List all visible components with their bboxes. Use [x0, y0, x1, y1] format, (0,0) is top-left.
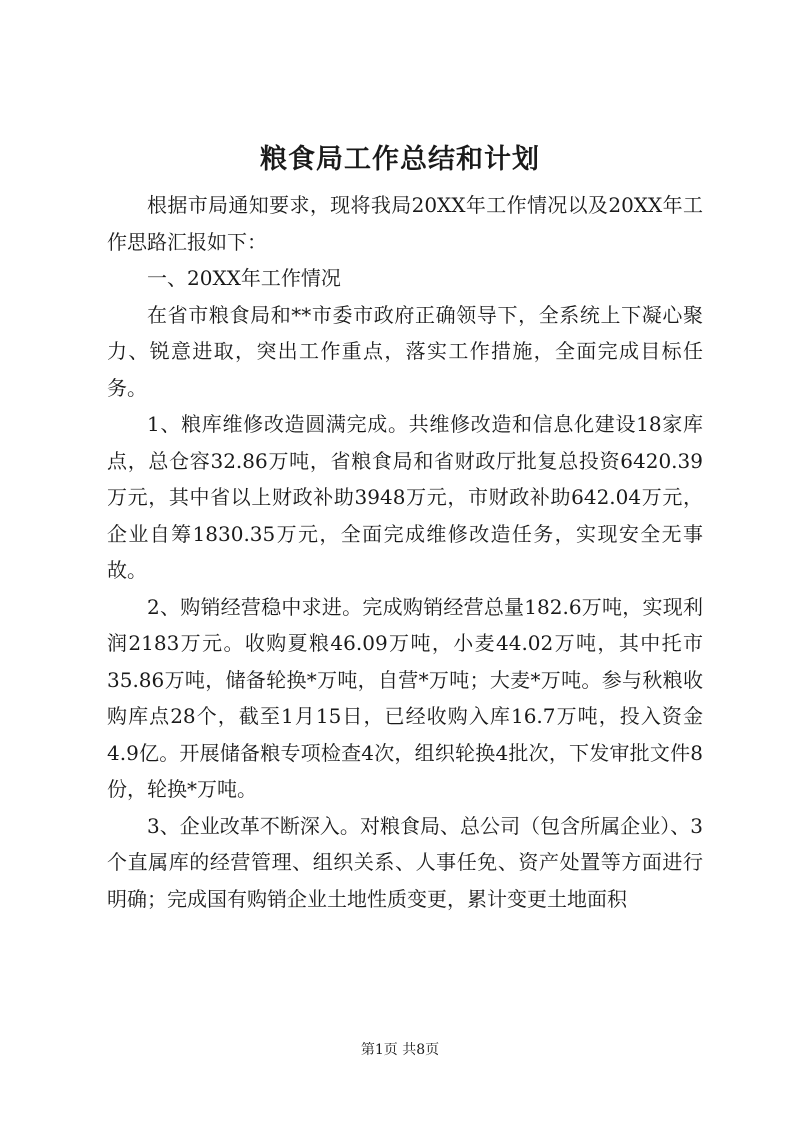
section-heading: 一、20XX年工作情况	[147, 266, 341, 290]
paragraph-item-2: 2、购销经营稳中求进。完成购销经营总量182.6万吨，实现利润2183万元。收购夏粮46.09万吨，小麦44.02万吨，其中托市35.86万吨，储备轮换*万吨，自营*万吨；大麦*万吨。参与秋粮收购库点28个，截至1月15日，已经收购入库16.7万吨，投入资金4.9亿。开展储备粮专项检查4次，组织轮换4批次，下发审批文件8份，轮换*万吨。	[107, 594, 703, 801]
paragraph-item-1: 1、粮库维修改造圆满完成。共维修改造和信息化建设18家库点，总仓容32.86万吨，省粮食局和省财政厅批复总投资6420.39万元，其中省以上财政补助3948万元，市财政补助642.04万元，企业自筹1830.35万元，全面完成维修改造任务，实现安全无事故。	[107, 412, 703, 582]
document-title: 粮食局工作总结和计划	[260, 144, 540, 175]
document-body	[107, 187, 703, 917]
paragraph-intro: 根据市局通知要求，现将我局20XX年工作情况以及20XX年工作思路汇报如下：	[107, 193, 703, 254]
paragraph-overview: 在省市粮食局和**市委市政府正确领导下，全系统上下凝心聚力、锐意进取，突出工作重点，落实工作措施，全面完成目标任务。	[107, 302, 703, 400]
paragraph-item-3: 3、企业改革不断深入。对粮食局、总公司（包含所属企业）、3个直属库的经营管理、组织关系、人事任免、资产处置等方面进行明确；完成国有购销企业土地性质变更，累计变更土地面积	[107, 813, 703, 911]
page-number-footer: 第1页 共8页	[360, 1042, 440, 1058]
